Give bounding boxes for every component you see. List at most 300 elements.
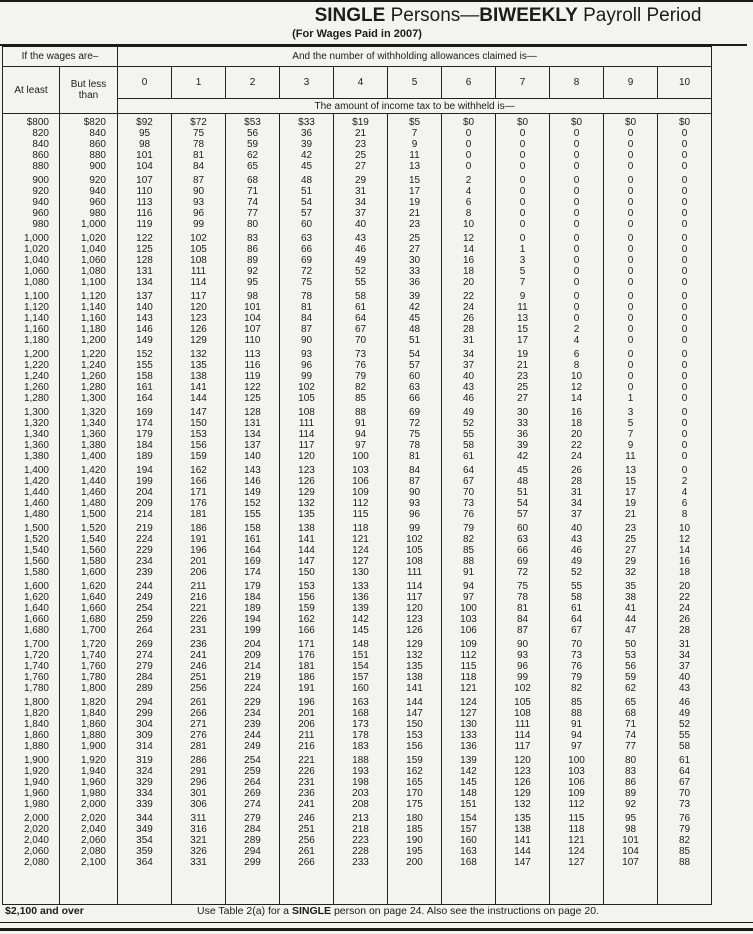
cell-tax-amount: $0: [604, 114, 658, 129]
cell-tax-amount: 76: [334, 360, 388, 371]
cell-tax-amount: $53: [226, 114, 280, 129]
cell-tax-amount: 148: [334, 636, 388, 650]
cell-tax-amount: 201: [172, 556, 226, 567]
cell-tax-amount: 130: [442, 719, 496, 730]
cell-tax-amount: 96: [280, 360, 334, 371]
cell-tax-amount: 296: [172, 777, 226, 788]
cell-tax-amount: 81: [496, 603, 550, 614]
cell-tax-amount: 51: [388, 335, 442, 346]
allowance-col-1: 1: [172, 67, 226, 99]
cell-tax-amount: 119: [226, 371, 280, 382]
allowance-col-3: 3: [280, 67, 334, 99]
cell-tax-amount: 289: [118, 683, 172, 694]
cell-tax-amount: 224: [118, 534, 172, 545]
cell-tax-amount: 101: [118, 150, 172, 161]
cell-tax-amount: 33: [388, 266, 442, 277]
cell-tax-amount: 0: [658, 371, 712, 382]
cell-tax-amount: 0: [658, 346, 712, 360]
table-row: [3, 625, 712, 636]
cell-tax-amount: 140: [226, 451, 280, 462]
cell-tax-amount: 159: [388, 752, 442, 766]
cell-but-less-than: 1,160: [60, 313, 118, 324]
cell-tax-amount: 66: [280, 244, 334, 255]
cell-tax-amount: 105: [280, 393, 334, 404]
cell-tax-amount: 0: [658, 208, 712, 219]
cell-at-least: 960: [32, 208, 49, 219]
cell-but-less-than: 2,020: [60, 810, 118, 824]
table-row: [3, 650, 712, 661]
cell-tax-amount: 209: [226, 650, 280, 661]
cell-tax-amount: 135: [172, 360, 226, 371]
cell-tax-amount: 24: [550, 451, 604, 462]
cell-tax-amount: 196: [280, 694, 334, 708]
table-row: [3, 429, 712, 440]
cell-tax-amount: 0: [604, 150, 658, 161]
cell-tax-amount: 244: [226, 730, 280, 741]
cell-tax-amount: 54: [388, 346, 442, 360]
cell-tax-amount: 92: [226, 266, 280, 277]
cell-tax-amount: 186: [172, 520, 226, 534]
cell-tax-amount: 161: [226, 534, 280, 545]
cell-at-least: 1,740: [23, 661, 49, 672]
cell-but-less-than: 1,920: [60, 752, 118, 766]
table-row: [3, 835, 712, 846]
cell-but-less-than: 1,480: [60, 498, 118, 509]
cell-tax-amount: 204: [226, 636, 280, 650]
cell-tax-amount: 76: [442, 509, 496, 520]
cell-tax-amount: 138: [280, 520, 334, 534]
table-row: [3, 150, 712, 161]
cell-tax-amount: 78: [388, 440, 442, 451]
cell-tax-amount: 0: [496, 172, 550, 186]
cell-tax-amount: 0: [658, 462, 712, 476]
cell-tax-amount: 99: [388, 520, 442, 534]
cell-tax-amount: 164: [118, 393, 172, 404]
cell-at-least: 1,520: [23, 534, 49, 545]
cell-but-less-than: 1,840: [60, 708, 118, 719]
cell-tax-amount: 94: [442, 578, 496, 592]
cell-tax-amount: 216: [172, 592, 226, 603]
cell-at-least: 1,680: [23, 625, 49, 636]
cell-tax-amount: 311: [172, 810, 226, 824]
cell-tax-amount: 193: [334, 766, 388, 777]
cell-tax-amount: 319: [118, 752, 172, 766]
cell-tax-amount: 25: [388, 230, 442, 244]
cell-tax-amount: 231: [172, 625, 226, 636]
cell-tax-amount: 79: [550, 672, 604, 683]
cell-tax-amount: 0: [604, 360, 658, 371]
table-row: [3, 476, 712, 487]
cell-tax-amount: 141: [388, 683, 442, 694]
cell-tax-amount: 132: [280, 498, 334, 509]
cell-tax-amount: 61: [334, 302, 388, 313]
cell-tax-amount: 200: [388, 857, 442, 868]
cell-tax-amount: 256: [280, 835, 334, 846]
cell-tax-amount: 154: [334, 661, 388, 672]
cell-tax-amount: 39: [496, 440, 550, 451]
footer-note-single: SINGLE: [291, 905, 332, 917]
cell-tax-amount: 0: [658, 335, 712, 346]
cell-tax-amount: 3: [496, 255, 550, 266]
spacer-cell: [442, 868, 496, 905]
cell-tax-amount: 95: [118, 128, 172, 139]
cell-tax-amount: 0: [658, 404, 712, 418]
cell-tax-amount: 31: [334, 186, 388, 197]
table-row: [3, 404, 712, 418]
cell-but-less-than: 1,220: [60, 346, 118, 360]
cell-tax-amount: 157: [334, 672, 388, 683]
cell-tax-amount: 198: [334, 777, 388, 788]
cell-tax-amount: 59: [226, 139, 280, 150]
cell-tax-amount: 168: [334, 708, 388, 719]
cell-tax-amount: 12: [442, 230, 496, 244]
table-row: [3, 302, 712, 313]
cell-tax-amount: 23: [496, 371, 550, 382]
cell-at-least: 1,600: [23, 581, 49, 592]
cell-but-less-than: 1,280: [60, 382, 118, 393]
cell-tax-amount: 49: [334, 255, 388, 266]
cell-tax-amount: 138: [172, 371, 226, 382]
cell-tax-amount: 86: [226, 244, 280, 255]
table-row: [3, 288, 712, 302]
cell-at-least: 1,880: [23, 741, 49, 752]
cell-tax-amount: 75: [280, 277, 334, 288]
cell-tax-amount: 34: [658, 650, 712, 661]
wages-header: If the wages are–: [3, 46, 118, 67]
cell-tax-amount: 96: [388, 509, 442, 520]
table-row: [3, 683, 712, 694]
cell-tax-amount: 284: [118, 672, 172, 683]
cell-tax-amount: 145: [334, 625, 388, 636]
table-row: [3, 672, 712, 683]
cell-tax-amount: 52: [658, 719, 712, 730]
cell-tax-amount: 102: [388, 534, 442, 545]
cell-tax-amount: 40: [550, 520, 604, 534]
allowance-col-10: 10: [658, 67, 712, 99]
cell-tax-amount: 186: [280, 672, 334, 683]
table-row: [3, 244, 712, 255]
allowances-header: And the number of withholding allowances claimed is—: [118, 46, 712, 67]
cell-tax-amount: 111: [280, 418, 334, 429]
cell-tax-amount: 137: [226, 440, 280, 451]
cell-tax-amount: 29: [604, 556, 658, 567]
cell-tax-amount: 88: [550, 708, 604, 719]
cell-tax-amount: 37: [658, 661, 712, 672]
table-row: [3, 382, 712, 393]
cell-tax-amount: 239: [226, 719, 280, 730]
cell-tax-amount: 8: [442, 208, 496, 219]
cell-tax-amount: 47: [604, 625, 658, 636]
cell-tax-amount: 87: [280, 324, 334, 335]
cell-tax-amount: 169: [226, 556, 280, 567]
cell-tax-amount: 2: [550, 324, 604, 335]
cell-tax-amount: 74: [604, 730, 658, 741]
cell-tax-amount: 146: [118, 324, 172, 335]
cell-tax-amount: 133: [334, 578, 388, 592]
cell-tax-amount: $0: [496, 114, 550, 129]
cell-tax-amount: 251: [172, 672, 226, 683]
cell-tax-amount: $5: [388, 114, 442, 129]
cell-tax-amount: 151: [442, 799, 496, 810]
cell-tax-amount: 99: [172, 219, 226, 230]
table-row: [3, 324, 712, 335]
cell-tax-amount: 206: [280, 719, 334, 730]
cell-but-less-than: 1,500: [60, 509, 118, 520]
cell-tax-amount: 73: [442, 498, 496, 509]
cell-tax-amount: 26: [550, 462, 604, 476]
cell-tax-amount: 39: [388, 288, 442, 302]
cell-tax-amount: 141: [280, 534, 334, 545]
cell-tax-amount: 56: [604, 661, 658, 672]
cell-tax-amount: 107: [226, 324, 280, 335]
cell-tax-amount: 102: [496, 683, 550, 694]
cell-tax-amount: 43: [550, 534, 604, 545]
cell-tax-amount: 85: [550, 694, 604, 708]
cell-at-least: 1,920: [23, 766, 49, 777]
cell-tax-amount: 136: [334, 592, 388, 603]
cell-tax-amount: 43: [442, 382, 496, 393]
cell-but-less-than: 1,440: [60, 476, 118, 487]
cell-tax-amount: 27: [496, 393, 550, 404]
cell-tax-amount: 13: [388, 161, 442, 172]
table-row: [3, 346, 712, 360]
cell-tax-amount: 96: [172, 208, 226, 219]
cell-tax-amount: 14: [658, 545, 712, 556]
cell-tax-amount: 105: [388, 545, 442, 556]
cell-but-less-than: 1,620: [60, 578, 118, 592]
cell-tax-amount: 31: [550, 487, 604, 498]
cell-tax-amount: 139: [334, 603, 388, 614]
spacer-cell: [334, 868, 388, 905]
cell-tax-amount: 324: [118, 766, 172, 777]
allowance-col-4: 4: [334, 67, 388, 99]
cell-at-least: 1,780: [23, 683, 49, 694]
cell-tax-amount: 7: [496, 277, 550, 288]
cell-tax-amount: 26: [658, 614, 712, 625]
cell-tax-amount: 195: [388, 846, 442, 857]
cell-tax-amount: 48: [388, 324, 442, 335]
cell-but-less-than: 1,520: [60, 520, 118, 534]
cell-but-less-than: 920: [60, 172, 118, 186]
cell-tax-amount: 233: [334, 857, 388, 868]
cell-tax-amount: 112: [442, 650, 496, 661]
cell-tax-amount: 91: [334, 418, 388, 429]
cell-but-less-than: 1,940: [60, 766, 118, 777]
cell-tax-amount: 106: [442, 625, 496, 636]
table-row: [3, 197, 712, 208]
cell-tax-amount: 12: [550, 382, 604, 393]
cell-tax-amount: 0: [604, 335, 658, 346]
cell-tax-amount: 181: [280, 661, 334, 672]
cell-tax-amount: 0: [550, 161, 604, 172]
cell-tax-amount: 9: [496, 288, 550, 302]
cell-tax-amount: 135: [496, 810, 550, 824]
cell-at-least: 940: [32, 197, 49, 208]
cell-tax-amount: 183: [334, 741, 388, 752]
cell-tax-amount: 150: [388, 719, 442, 730]
cell-tax-amount: 160: [334, 683, 388, 694]
cell-tax-amount: 122: [118, 230, 172, 244]
cell-tax-amount: 9: [604, 440, 658, 451]
cell-tax-amount: 226: [172, 614, 226, 625]
cell-but-less-than: 1,820: [60, 694, 118, 708]
cell-at-least: 1,960: [23, 788, 49, 799]
cell-tax-amount: 0: [604, 302, 658, 313]
cell-tax-amount: 299: [226, 857, 280, 868]
cell-tax-amount: 137: [118, 288, 172, 302]
cell-but-less-than: 1,400: [60, 451, 118, 462]
cell-tax-amount: 100: [442, 603, 496, 614]
cell-tax-amount: 55: [334, 277, 388, 288]
cell-tax-amount: 40: [334, 219, 388, 230]
cell-tax-amount: 4: [658, 487, 712, 498]
cell-tax-amount: 108: [388, 556, 442, 567]
cell-tax-amount: 17: [388, 186, 442, 197]
cell-tax-amount: 0: [658, 128, 712, 139]
cell-tax-amount: 147: [280, 556, 334, 567]
cell-tax-amount: 0: [550, 150, 604, 161]
cell-at-least: 1,440: [23, 487, 49, 498]
cell-tax-amount: 0: [442, 128, 496, 139]
cell-at-least: 1,020: [23, 244, 49, 255]
cell-tax-amount: 25: [496, 382, 550, 393]
cell-tax-amount: 52: [550, 567, 604, 578]
table-row: [3, 520, 712, 534]
cell-tax-amount: 0: [604, 255, 658, 266]
tax-table-body: [3, 114, 712, 905]
cell-at-least: 1,040: [23, 255, 49, 266]
cell-tax-amount: 46: [334, 244, 388, 255]
cell-tax-amount: 48: [280, 172, 334, 186]
cell-at-least: 1,100: [23, 291, 49, 302]
cell-tax-amount: 119: [118, 219, 172, 230]
cell-tax-amount: 107: [604, 857, 658, 868]
cell-tax-amount: 135: [280, 509, 334, 520]
cell-tax-amount: 5: [604, 418, 658, 429]
over-amount-label: $2,100 and over: [5, 905, 84, 917]
cell-tax-amount: 28: [550, 476, 604, 487]
cell-tax-amount: 65: [604, 694, 658, 708]
cell-tax-amount: 264: [118, 625, 172, 636]
cell-tax-amount: 93: [280, 346, 334, 360]
cell-tax-amount: 120: [172, 302, 226, 313]
cell-at-least: 1,340: [23, 429, 49, 440]
cell-tax-amount: 60: [496, 520, 550, 534]
cell-tax-amount: 34: [334, 197, 388, 208]
cell-tax-amount: 299: [118, 708, 172, 719]
cell-tax-amount: 126: [388, 625, 442, 636]
cell-tax-amount: 45: [388, 313, 442, 324]
cell-tax-amount: 80: [604, 752, 658, 766]
cell-tax-amount: 70: [442, 487, 496, 498]
cell-tax-amount: 78: [172, 139, 226, 150]
cell-tax-amount: 171: [280, 636, 334, 650]
cell-but-less-than: 2,100: [60, 857, 118, 868]
cell-tax-amount: 115: [442, 661, 496, 672]
cell-but-less-than: 1,420: [60, 462, 118, 476]
at-least-header: At least: [3, 67, 60, 114]
cell-tax-amount: 46: [658, 694, 712, 708]
cell-but-less-than: 1,140: [60, 302, 118, 313]
cell-tax-amount: 107: [118, 172, 172, 186]
page-title: [263, 5, 753, 27]
cell-tax-amount: 185: [388, 824, 442, 835]
cell-tax-amount: 121: [550, 835, 604, 846]
cell-at-least: 1,160: [23, 324, 49, 335]
cell-tax-amount: 143: [118, 313, 172, 324]
cell-tax-amount: 59: [604, 672, 658, 683]
cell-tax-amount: 41: [604, 603, 658, 614]
cell-at-least: 1,560: [23, 556, 49, 567]
cell-tax-amount: 180: [388, 810, 442, 824]
cell-tax-amount: 11: [496, 302, 550, 313]
cell-tax-amount: 163: [442, 846, 496, 857]
cell-tax-amount: 69: [388, 404, 442, 418]
cell-tax-amount: 166: [280, 625, 334, 636]
cell-tax-amount: 184: [226, 592, 280, 603]
cell-tax-amount: 0: [658, 150, 712, 161]
cell-tax-amount: 150: [172, 418, 226, 429]
cell-tax-amount: 43: [334, 230, 388, 244]
cell-tax-amount: 159: [280, 603, 334, 614]
cell-tax-amount: 18: [442, 266, 496, 277]
cell-at-least: 2,080: [23, 857, 49, 868]
cell-at-least: 920: [32, 186, 49, 197]
cell-tax-amount: 72: [388, 418, 442, 429]
cell-tax-amount: 190: [388, 835, 442, 846]
cell-at-least: 880: [32, 161, 49, 172]
cell-tax-amount: 142: [334, 614, 388, 625]
cell-tax-amount: 160: [442, 835, 496, 846]
cell-at-least: 1,480: [23, 509, 49, 520]
cell-but-less-than: 1,980: [60, 788, 118, 799]
cell-at-least: 1,640: [23, 603, 49, 614]
cell-tax-amount: 0: [658, 244, 712, 255]
cell-tax-amount: 62: [604, 683, 658, 694]
cell-tax-amount: 73: [658, 799, 712, 810]
cell-tax-amount: 27: [334, 161, 388, 172]
cell-tax-amount: 90: [496, 636, 550, 650]
cell-tax-amount: 78: [496, 592, 550, 603]
cell-tax-amount: 36: [388, 277, 442, 288]
table-row: [3, 487, 712, 498]
cell-tax-amount: 246: [172, 661, 226, 672]
cell-tax-amount: 117: [172, 288, 226, 302]
table-row: [3, 277, 712, 288]
cell-tax-amount: 0: [658, 393, 712, 404]
cell-tax-amount: 16: [550, 404, 604, 418]
cell-tax-amount: 0: [442, 139, 496, 150]
cell-tax-amount: 64: [334, 313, 388, 324]
table-row: [3, 799, 712, 810]
cell-at-least: 1,120: [23, 302, 49, 313]
cell-tax-amount: 36: [280, 128, 334, 139]
cell-at-least: 860: [32, 150, 49, 161]
spacer-cell: [550, 868, 604, 905]
cell-tax-amount: 70: [334, 335, 388, 346]
cell-tax-amount: 121: [334, 534, 388, 545]
table-row: [3, 636, 712, 650]
cell-tax-amount: 94: [334, 429, 388, 440]
cell-tax-amount: 156: [388, 741, 442, 752]
cell-tax-amount: 0: [604, 219, 658, 230]
cell-tax-amount: 54: [496, 498, 550, 509]
cell-tax-amount: 83: [226, 230, 280, 244]
cell-but-less-than: 1,180: [60, 324, 118, 335]
cell-tax-amount: 181: [172, 509, 226, 520]
cell-but-less-than: 1,780: [60, 672, 118, 683]
cell-tax-amount: 206: [172, 567, 226, 578]
